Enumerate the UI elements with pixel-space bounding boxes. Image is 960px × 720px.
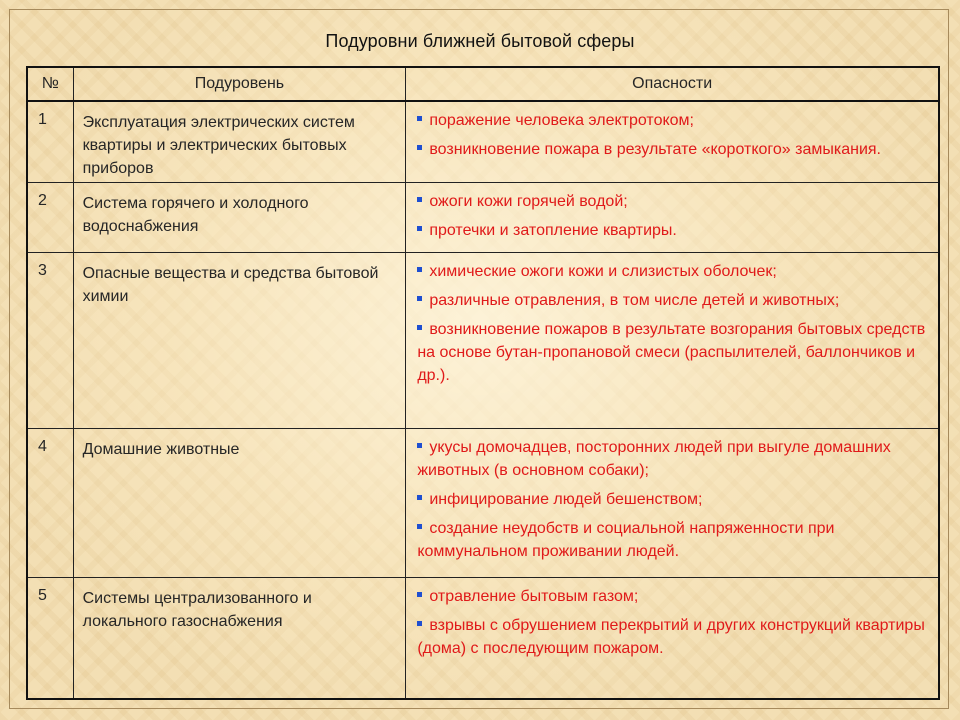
row-number: 4 <box>27 429 73 578</box>
bullet-icon <box>417 145 422 150</box>
row-number: 1 <box>27 101 73 183</box>
bullet-icon <box>417 226 422 231</box>
danger-text: возникновение пожара в результате «короткого» замыкания. <box>429 141 881 158</box>
danger-item <box>417 488 928 511</box>
danger-text: химические ожоги кожи и слизистых оболочек; <box>429 263 777 281</box>
row-dangers <box>406 101 939 183</box>
row-number: 3 <box>27 253 73 429</box>
bullet-icon <box>417 116 422 121</box>
danger-item <box>417 318 928 387</box>
danger-text: возникновение пожаров в результате возгорания бытовых средств на основе бутан-пропановой смеси (распылителей, баллончиков и др.). <box>417 321 926 385</box>
bullet-icon <box>417 325 422 330</box>
danger-text: различные отравления, в том числе детей и животных; <box>429 292 840 310</box>
danger-item <box>417 517 928 563</box>
slide-title: Подуровни ближней бытовой сферы <box>325 31 635 51</box>
table-row <box>27 253 939 429</box>
bullet-icon <box>417 621 422 626</box>
table-row <box>27 101 939 183</box>
table-header-row <box>27 67 939 101</box>
danger-text: протечки и затопление квартиры. <box>429 222 677 240</box>
row-sublevel: Эксплуатация электрических систем квартиры и электрических бытовых приборов <box>73 101 406 183</box>
row-dangers <box>406 578 939 699</box>
row-dangers <box>406 183 939 253</box>
danger-item <box>417 190 928 213</box>
row-number: 2 <box>27 183 73 253</box>
danger-item <box>417 138 928 161</box>
danger-item <box>417 219 928 242</box>
danger-text: поражение человека электротоком; <box>429 112 694 129</box>
bullet-icon <box>417 524 422 529</box>
bullet-icon <box>417 592 422 597</box>
bullet-icon <box>417 495 422 500</box>
danger-text: отравление бытовым газом; <box>429 588 639 606</box>
danger-item <box>417 289 928 312</box>
row-dangers <box>406 429 939 578</box>
bullet-icon <box>417 443 422 448</box>
danger-item <box>417 585 928 608</box>
hazards-table <box>26 66 940 700</box>
row-sublevel: Системы централизованного и локального газоснабжения <box>73 578 406 699</box>
danger-text: взрывы с обрушением перекрытий и других конструкций квартиры (дома) с последующим пожаром. <box>417 617 925 658</box>
row-sublevel: Опасные вещества и средства бытовой химии <box>73 253 406 429</box>
bullet-icon <box>417 267 422 272</box>
header-dangers: Опасности <box>406 67 939 101</box>
header-number: № <box>27 67 73 101</box>
danger-item <box>417 436 928 482</box>
danger-item <box>417 614 928 660</box>
row-number: 5 <box>27 578 73 699</box>
table-row <box>27 578 939 699</box>
bullet-icon <box>417 296 422 301</box>
danger-item <box>417 260 928 283</box>
row-dangers <box>406 253 939 429</box>
bullet-icon <box>417 197 422 202</box>
danger-text: создание неудобств и социальной напряженности при коммунальном проживании людей. <box>417 520 835 561</box>
table-row <box>27 183 939 253</box>
row-sublevel: Домашние животные <box>73 429 406 578</box>
danger-text: укусы домочадцев, посторонних людей при выгуле домашних животных (в основном собаки); <box>417 439 891 480</box>
header-sublevel: Подуровень <box>73 67 406 101</box>
danger-item <box>417 109 928 132</box>
danger-text: ожоги кожи горячей водой; <box>429 193 628 211</box>
row-sublevel: Система горячего и холодного водоснабжения <box>73 183 406 253</box>
table-row <box>27 429 939 578</box>
danger-text: инфицирование людей бешенством; <box>429 491 703 509</box>
